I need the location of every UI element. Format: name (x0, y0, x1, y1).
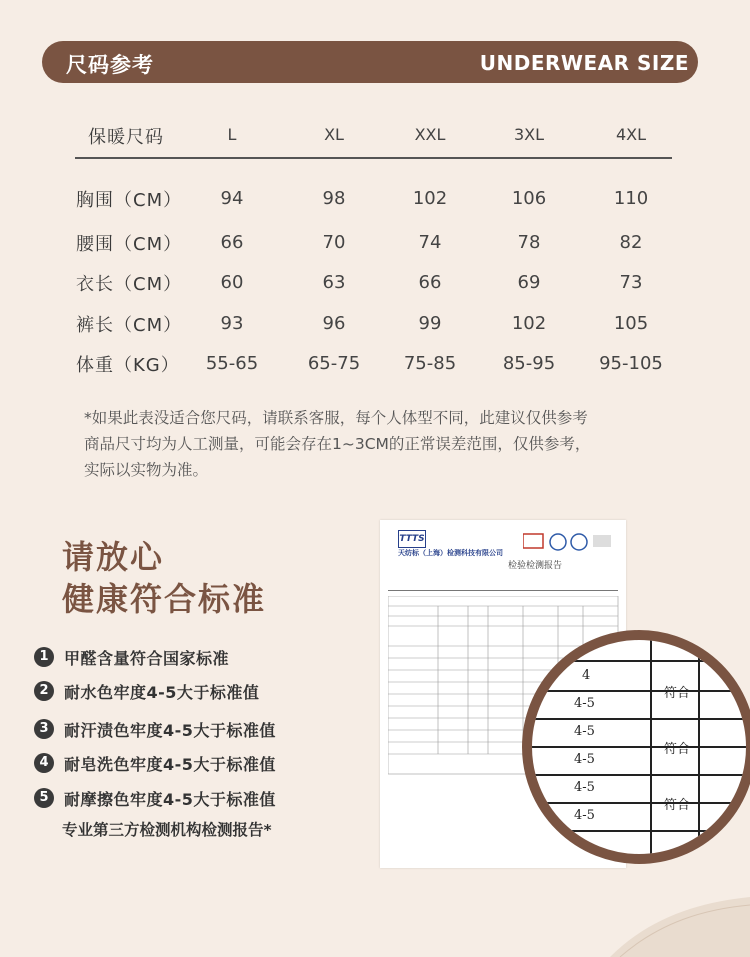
list-item (34, 784, 354, 812)
table-row (0, 348, 750, 378)
table-row (0, 183, 750, 213)
table-cell: 93 (220, 313, 244, 334)
table-cell: 55-65 (205, 353, 259, 374)
list-item-text: 甲醛含量符合国家标准 (64, 649, 230, 668)
table-row (0, 308, 750, 338)
table-cell: 69 (517, 272, 541, 293)
row-label: 腰围（CM） (76, 234, 183, 255)
list-item-text: 耐汗渍色牢度4-5大于标准值 (64, 721, 276, 740)
table-cell: 106 (511, 188, 547, 209)
table-cell: 95-105 (599, 353, 663, 374)
table-cell: 102 (412, 188, 448, 209)
magnified-value: 4-5 (574, 780, 595, 795)
table-cell: 70 (322, 232, 346, 253)
report-company: 天纺标（上海）检测科技有限公司 (398, 549, 503, 557)
grid-line (532, 690, 750, 692)
ttts-logo: TTTS (398, 530, 426, 548)
magnified-value: 4-5 (574, 724, 595, 739)
size-banner (42, 41, 698, 83)
list-item-text: 耐水色牢度4-5大于标准值 (64, 683, 260, 702)
row-label: 裤长（CM） (76, 315, 183, 336)
size-note (84, 405, 590, 483)
magnified-value: 4 (582, 668, 591, 683)
table-cell: 66 (220, 232, 244, 253)
table-cell: 99 (418, 313, 442, 334)
table-cell: 110 (613, 188, 649, 209)
size-col: 4XL (615, 125, 647, 144)
table-cell: 96 (322, 313, 346, 334)
table-cell: 65-75 (307, 353, 361, 374)
number-badge: 2 (34, 681, 54, 701)
table-cell: 94 (220, 188, 244, 209)
table-cell: 66 (418, 272, 442, 293)
magnifier-circle (522, 630, 750, 864)
table-row (0, 267, 750, 297)
magnified-value: 4-5 (574, 808, 595, 823)
grid-line (532, 802, 750, 804)
banner-title-cn: 尺码参考 (66, 53, 154, 77)
list-item (34, 643, 354, 671)
report-title: 检验检测报告 (508, 561, 563, 571)
table-cell: 98 (322, 188, 346, 209)
report-footnote: 专业第三方检测机构检测报告* (62, 821, 272, 839)
assurance-title-line2: 健康符合标准 (62, 580, 267, 618)
header-divider (75, 157, 672, 159)
table-cell: 75-85 (403, 353, 457, 374)
grid-line (532, 718, 750, 720)
grid-line (532, 660, 750, 662)
grid-line (532, 774, 750, 776)
assurance-title (62, 536, 266, 620)
banner-title-en: UNDERWEAR SIZE (479, 51, 689, 75)
row-label: 衣长（CM） (76, 274, 183, 295)
table-cell: 78 (517, 232, 541, 253)
report-rule (388, 590, 618, 591)
row-label: 体重（KG） (76, 355, 180, 376)
number-badge: 1 (34, 647, 54, 667)
magnified-value: 4-5 (574, 696, 595, 711)
table-cell: 85-95 (502, 353, 556, 374)
magnified-value: 4-5 (574, 752, 595, 767)
list-item (34, 749, 354, 777)
size-col: XXL (414, 125, 446, 144)
list-item-text: 耐皂洗色牢度4-5大于标准值 (64, 755, 276, 774)
verdict-text: 符合 (664, 686, 691, 701)
table-row (0, 227, 750, 257)
note-line: 实际以实物为准。 (84, 461, 209, 479)
table-cell: 74 (418, 232, 442, 253)
verdict-text: 符合 (664, 798, 691, 813)
verdict-text: 符合 (664, 742, 691, 757)
number-badge: 3 (34, 719, 54, 739)
table-cell: 105 (613, 313, 649, 334)
table-cell: 63 (322, 272, 346, 293)
grid-line (532, 830, 750, 832)
size-col: L (227, 125, 237, 144)
size-col: XL (324, 125, 344, 144)
header-label: 保暖尺码 (88, 127, 164, 148)
list-item-text: 耐摩擦色牢度4-5大于标准值 (64, 790, 276, 809)
row-label: 胸围（CM） (76, 190, 183, 211)
size-table-header (0, 120, 750, 150)
assurance-title-line1: 请放心 (62, 538, 165, 576)
list-item (34, 677, 354, 705)
certification-marks-icon (523, 532, 613, 552)
table-cell: 102 (511, 313, 547, 334)
table-cell: 73 (619, 272, 643, 293)
table-cell: 60 (220, 272, 244, 293)
list-item (34, 715, 354, 743)
number-badge: 4 (34, 753, 54, 773)
corner-swoosh-icon (610, 877, 750, 957)
table-cell: 82 (619, 232, 643, 253)
note-line: *如果此表没适合您尺码，请联系客服，每个人体型不同，此建议仅供参考 (84, 409, 588, 427)
grid-line (532, 746, 750, 748)
number-badge: 5 (34, 788, 54, 808)
size-col: 3XL (513, 125, 545, 144)
note-line: 商品尺寸均为人工测量，可能会存在1~3CM的正常误差范围，仅供参考， (84, 435, 591, 453)
